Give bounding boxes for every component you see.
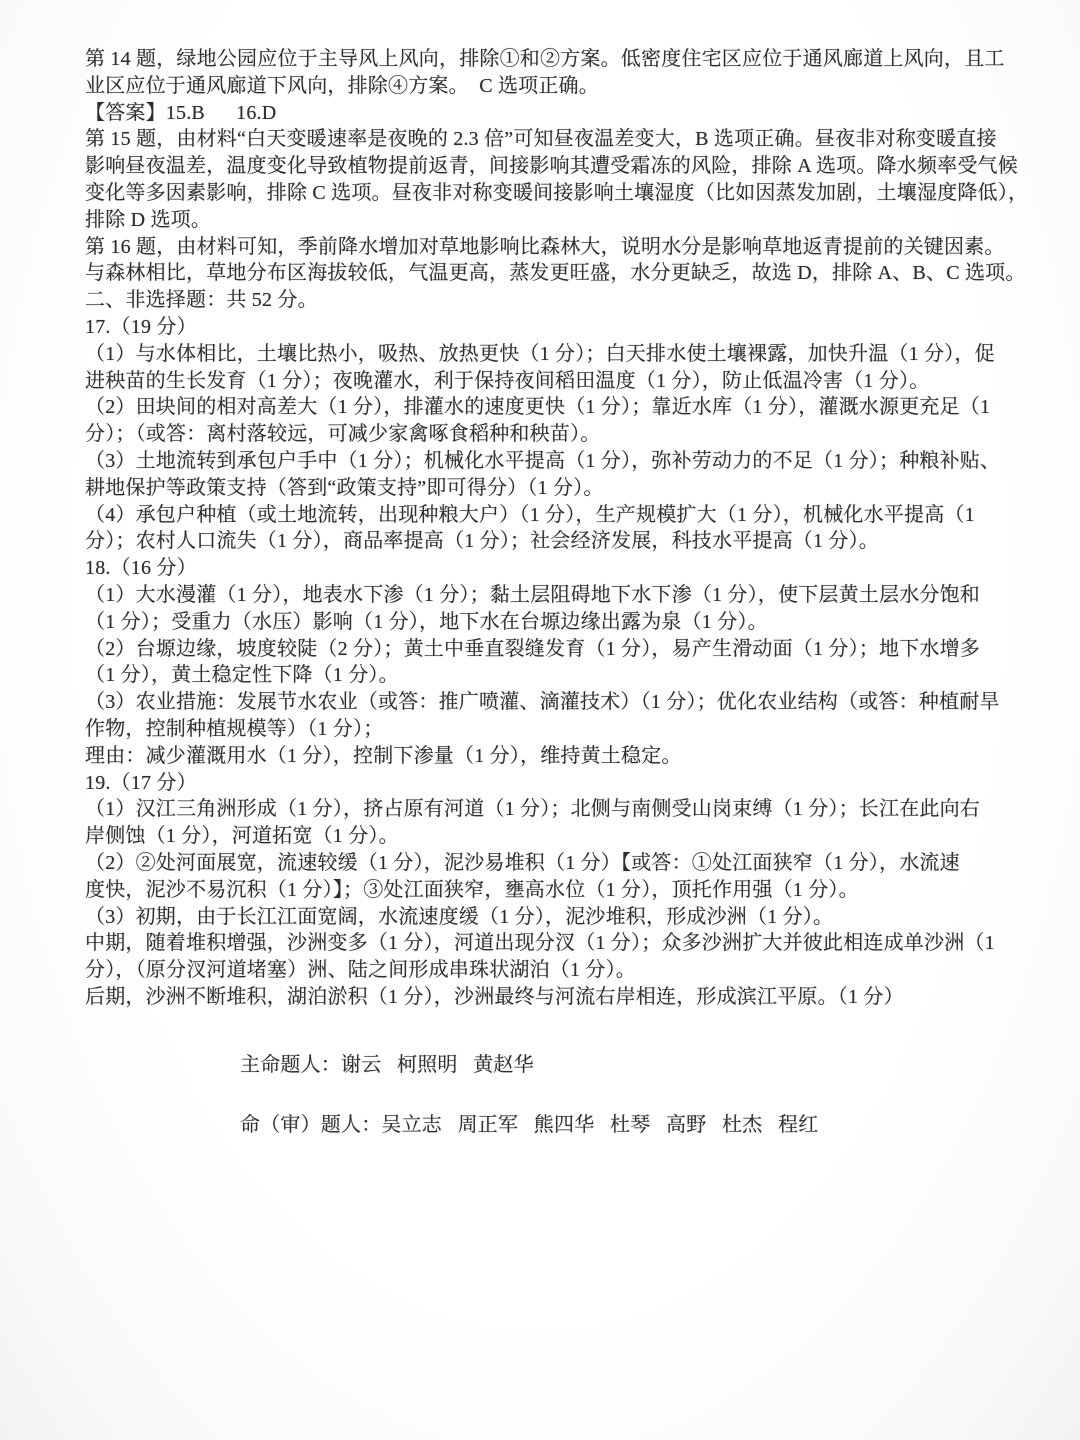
text-line: 中期，随着堆积增强，沙洲变多（1 分），河道出现分汊（1 分）；众多沙洲扩大并彼此相连成单沙洲（1 [85,932,995,955]
text-line: 二、非选择题：共 52 分。 [85,289,318,312]
text-line: 分）；（或答：离村落较远，可减少家禽啄食稻种和秧苗）。 [85,423,601,446]
text-line: （3）初期，由于长江江面宽阔，水流速度缓（1 分），泥沙堆积，形成沙洲（1 分）。 [85,905,834,928]
text-line: （1 分）；受重力（水压）影响（1 分），地下水在台塬边缘出露为泉（1 分）。 [85,610,768,633]
text-line: 第 14 题，绿地公园应位于主导风上风向，排除①和②方案。低密度住宅区应位于通风廊道上风向，且工 [85,48,1005,70]
text-line: 变化等多因素影响，排除 C 选项。昼夜非对称变暖间接影响土壤湿度（比如因蒸发加剧，土壤湿度降低）， [85,181,1029,204]
text-line: （2）田块间的相对高差大（1 分），排灌水的速度更快（1 分）；靠近水库（1 分），灌溉水源更充足（1 [85,396,991,419]
text-line: （3）土地流转到承包户手中（1 分）；机械化水平提高（1 分），弥补劳动力的不足（1 分）；种粮补贴、 [85,449,1001,472]
signature-line: 命（审）题人：吴立志 周正军 熊四华 杜琴 高野 杜杰 程红 [240,1113,819,1136]
text-line: 【答案】15.B 16.D [85,101,277,124]
answer-key-body [85,46,1045,1011]
text-line: 业区应位于通风廊道下风向，排除④方案。 C 选项正确。 [85,74,599,97]
text-line: （1 分），黄土稳定性下降（1 分）。 [85,664,399,687]
text-line: （1）大水漫灌（1 分），地表水下渗（1 分）；黏土层阻碍地下水下渗（1 分），使下层黄土层水分饱和 [85,583,980,606]
text-line: 分），（原分汊河道堵塞）洲、陆之间形成串珠状湖泊（1 分）。 [85,959,636,982]
text-line: 分）；农村人口流失（1 分），商品率提高（1 分）；社会经济发展，科技水平提高（1 分）。 [85,530,879,553]
text-line: （2）②处河面展宽，流速较缓（1 分），泥沙易堆积（1 分）【或答：①处江面狭窄（1 分），水流速 [85,851,960,874]
text-line: 理由：减少灌溉用水（1 分），控制下渗量（1 分），维持黄土稳定。 [85,744,682,767]
signature-line: 主命题人：谢云 柯照明 黄赵华 [240,1054,534,1076]
text-line: （4）承包户种植（或土地流转，出现种粮大户）（1 分），生产规模扩大（1 分），机械化水平提高（1 [85,503,975,526]
text-line: （2）台塬边缘，坡度较陡（2 分）；黄土中垂直裂缝发育（1 分），易产生滑动面（1 分）；地下水增多 [85,637,980,660]
text-line: 排除 D 选项。 [85,208,212,231]
text-line: 第 16 题，由材料可知，季前降水增加对草地影响比森林大，说明水分是影响草地返青提前的关键因素。 [85,235,1005,258]
text-line: （3）农业措施：发展节水农业（或答：推广喷灌、滴灌技术）（1 分）；优化农业结构（或答：种植耐旱 [85,691,1000,714]
text-line: （1）与水体相比，土壤比热小，吸热、放热更快（1 分）；白天排水使土壤裸露，加快升温（1 分），促 [85,342,995,365]
text-line: 第 15 题，由材料“白天变暖速率是夜晚的 2.3 倍”可知昼夜温差变大，B 选项正确。昼夜非对称变暖直接 [85,128,997,151]
text-line: 度快，泥沙不易沉积（1 分）】；③处江面狭窄，壅高水位（1 分），顶托作用强（1 分）。 [85,878,859,901]
text-line: 后期，沙洲不断堆积，湖泊淤积（1 分），沙洲最终与河流右岸相连，形成滨江平原。（1 分） [85,985,904,1008]
text-line: 耕地保护等政策支持（答到“政策支持”即可得分）（1 分）。 [85,476,604,499]
text-line: 17.（19 分） [85,315,197,338]
text-line: 与森林相比，草地分布区海拔较低，气温更高，蒸发更旺盛，水分更缺乏，故选 D，排除 A、B、C 选项。 [85,262,1026,285]
text-line: 进秧苗的生长发育（1 分）；夜晚灌水，利于保持夜间稻田温度（1 分），防止低温冷害（1 分）。 [85,369,930,392]
text-line: 影响昼夜温差，温度变化导致植物提前返青，间接影响其遭受霜冻的风险，排除 A 选项。降水频率受气候 [85,155,1018,178]
text-line: 18.（16 分） [85,557,197,580]
text-line: 作物，控制种植规模等）（1 分）； [85,717,384,740]
signature-block [240,1052,818,1139]
text-line: 19.（17 分） [85,771,197,794]
text-line: （1）汉江三角洲形成（1 分），挤占原有河道（1 分）；北侧与南侧受山岗束缚（1 分）；长江在此向右 [85,798,980,821]
text-line: 岸侧蚀（1 分），河道拓宽（1 分）。 [85,825,399,848]
